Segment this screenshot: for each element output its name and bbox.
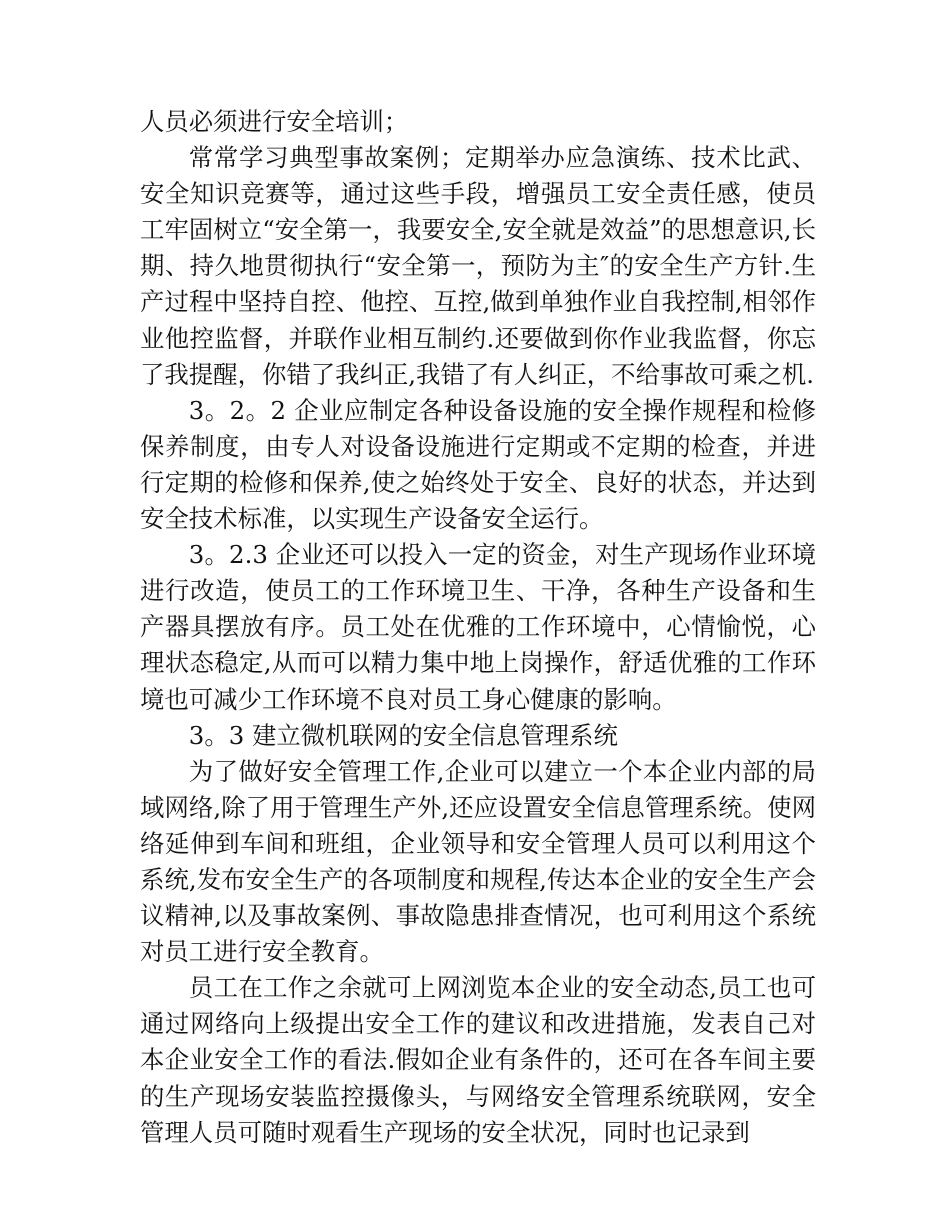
paragraph-3-2-2: 3。2。2 企业应制定各种设备设施的安全操作规程和检修保养制度，由专人对设备设施进行定期或不定期的检查，并进行定期的检修和保养,使之始终处于安全、良好的状态，并达到安全技术标准，以实现生产设备安全运行。 [140,395,816,534]
paragraph-employee-access: 员工在工作之余就可上网浏览本企业的安全动态,员工也可通过网络向上级提出安全工作的建议和改进措施，发表自己对本企业安全工作的看法.假如企业有条件的，还可在各车间主要的生产现场安装监控摄像头，与网络安全管理系统联网，安全管理人员可随时观看生产现场的安全状况，同时也记录到 [140,973,816,1147]
document-body [140,104,816,1151]
paragraph-3-2-3: 3。2.3 企业还可以投入一定的资金，对生产现场作业环境进行改造，使员工的工作环境卫生、干净，各种生产设备和生产器具摆放有序。员工处在优雅的工作环境中，心情愉悦，心理状态稳定,从而可以精力集中地上岗操作，舒适优雅的工作环境也可减少工作环境不良对员工身心健康的影响。 [140,540,816,714]
paragraph-continuation: 人员必须进行安全培训； [140,107,409,136]
paragraph-safety-culture: 常常学习典型事故案例；定期举办应急演练、技术比武、安全知识竞赛等，通过这些手段，增强员工安全责任感，使员工牢固树立“安全第一，我要安全,安全就是效益”的思想意识,长期、持久地贯彻执行“安全第一，预防为主″的安全生产方针.生产过程中坚持自控、他控、互控,做到单独作业自我控制,相邻作业他控监督，并联作业相互制约.还要做到你作业我监督，你忘了我提醒，你错了我纠正,我错了有人纠正，不给事故可乘之机. [140,143,816,389]
section-heading-3-3: 3。3 建立微机联网的安全信息管理系统 [188,720,618,750]
paragraph-network-system: 为了做好安全管理工作,企业可以建立一个本企业内部的局域网络,除了用于管理生产外,还应设置安全信息管理系统。使网络延伸到车间和班组，企业领导和安全管理人员可以利用这个系统,发布安全生产的各项制度和规程,传达本企业的安全生产会议精神,以及事故案例、事故隐患排查情况，也可利用这个系统对员工进行安全教育。 [140,756,816,967]
